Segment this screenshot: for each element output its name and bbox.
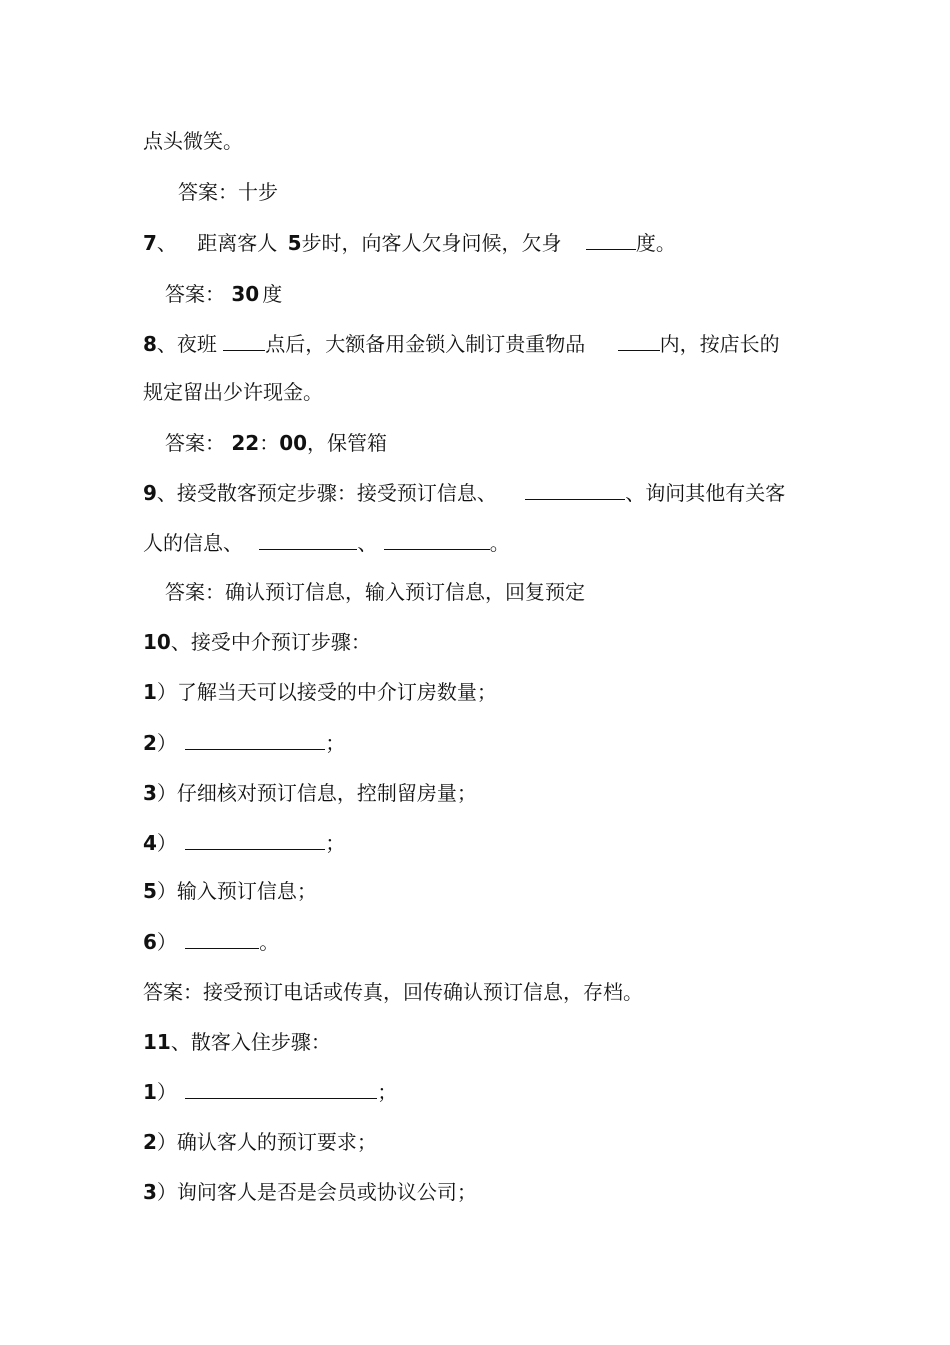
text: 度 [262,282,283,306]
answer-line [165,429,387,457]
separator: 、 [156,231,177,255]
fill-blank [618,330,660,351]
answer-line [165,578,585,606]
text: 内，按店长的 [659,332,780,356]
question-number: 11 [143,1030,171,1054]
text: 步时，向客人欠身问候，欠身 [301,231,562,255]
question-8 [143,330,780,358]
number: 30 [231,282,260,306]
question-10 [143,628,371,656]
step-line [143,928,279,956]
text-line [143,378,323,406]
answer-text: 答案：接受预订电话或传真，回传确认预订信息，存档。 [143,980,643,1004]
number: 22 [231,431,260,455]
fill-blank [586,229,636,250]
step-number: 2 [143,1130,157,1154]
fill-blank [223,330,265,351]
number: 5 [287,231,302,255]
text: ）输入预订信息； [156,879,317,903]
text-line [143,529,510,557]
text: ） [156,831,177,855]
text: 、 [357,531,378,555]
text: ； [325,831,346,855]
text: ）询问客人是否是会员或协议公司； [156,1180,477,1204]
text: ）仔细核对预订信息，控制留房量； [156,781,477,805]
text: 、询问其他有关客 [625,481,786,505]
answer-line [178,178,278,206]
text: 、接受散客预定步骤：接受预订信息、 [156,481,497,505]
step-line [143,678,497,706]
question-7 [143,229,676,257]
text: 点头微笑。 [143,129,243,153]
step-line [143,729,345,757]
text: 距离客人 [197,231,278,255]
step-line [143,1128,377,1156]
fill-blank [185,729,325,750]
step-number: 2 [143,731,157,755]
answer-text: 答案：确认预订信息，输入预订信息，回复预定 [165,580,585,604]
question-number: 8 [143,332,157,356]
step-number: 3 [143,781,157,805]
fill-blank [259,529,357,550]
step-line [143,1178,477,1206]
fill-blank [525,479,625,500]
step-line [143,1078,397,1106]
text: 、接受中介预订步骤： [170,630,371,654]
step-number: 4 [143,831,157,855]
text: 点后，大额备用金锁入制订贵重物品 [265,332,586,356]
question-number: 10 [143,630,171,654]
step-line [143,779,477,807]
answer-label: 答案： [165,431,225,455]
text: ） [156,731,177,755]
answer-label: 答案： [178,180,238,204]
step-number: 3 [143,1180,157,1204]
answer-line [165,280,282,308]
step-number: 5 [143,879,157,903]
step-number: 6 [143,930,157,954]
answer-line [143,978,643,1006]
text: 、散客入住步骤： [170,1030,331,1054]
number: 00 [279,431,308,455]
fill-blank [185,928,259,949]
text: ） [156,930,177,954]
fill-blank [185,1078,377,1099]
text: 规定留出少许现金。 [143,380,323,404]
text: ）确认客人的预订要求； [156,1130,377,1154]
step-line [143,877,317,905]
text: ： [259,431,280,455]
step-number: 1 [143,1080,157,1104]
fill-blank [185,829,325,850]
text: ； [325,731,346,755]
question-number: 9 [143,481,157,505]
text: ） [156,1080,177,1104]
text: 。 [259,930,280,954]
answer-text: 十步 [238,180,278,204]
fill-blank [384,529,490,550]
text-line [143,127,243,155]
question-11 [143,1028,331,1056]
answer-label: 答案： [165,282,225,306]
step-line [143,829,345,857]
question-9 [143,479,785,507]
text: ，保管箱 [307,431,388,455]
text: 人的信息、 [143,531,243,555]
text: 。 [489,531,510,555]
text: 、夜班 [156,332,217,356]
text: ）了解当天可以接受的中介订房数量； [156,680,497,704]
text: ； [377,1080,398,1104]
step-number: 1 [143,680,157,704]
question-number: 7 [143,231,157,255]
text: 度。 [635,231,676,255]
